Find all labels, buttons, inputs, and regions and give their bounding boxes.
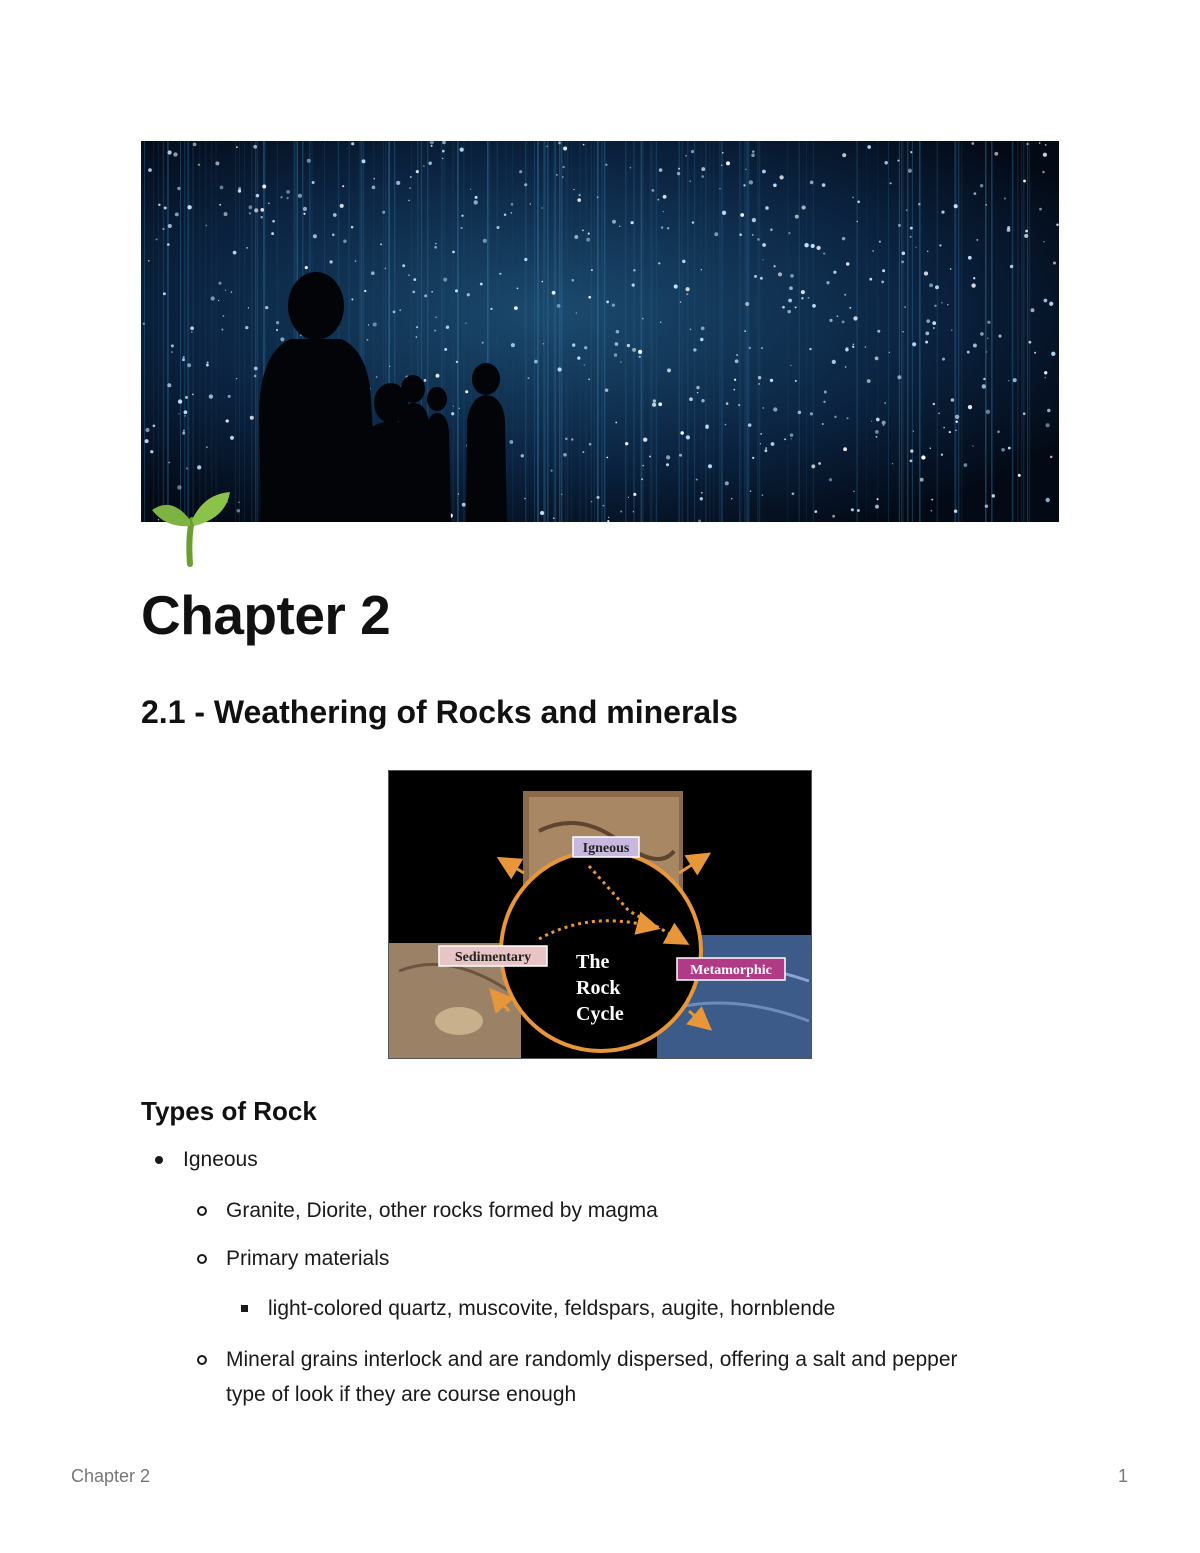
page-number: 1: [1118, 1466, 1129, 1486]
cycle-title-line-2: Rock: [576, 977, 621, 999]
starry-lights-cover-image: [141, 141, 1059, 522]
list-item: Primary materials: [226, 1247, 390, 1270]
cover-image: [141, 141, 1059, 522]
list-bullet: [197, 1206, 207, 1216]
list-bullet: [197, 1355, 207, 1365]
metamorphic-label: Metamorphic: [690, 963, 772, 978]
list-item: Granite, Diorite, other rocks formed by magma: [226, 1199, 658, 1222]
list-bullet: [197, 1254, 207, 1264]
list-item: light-colored quartz, muscovite, feldspars, augite, hornblende: [268, 1297, 836, 1320]
sedimentary-label: Sedimentary: [454, 950, 532, 965]
page-title: Chapter 2: [141, 584, 391, 646]
list-item-continuation: type of look if they are course enough: [226, 1383, 577, 1406]
types-heading: Types of Rock: [141, 1096, 317, 1126]
footer-title: Chapter 2: [71, 1466, 151, 1486]
rock-cycle-figure: [388, 770, 812, 1059]
list-bullet: [155, 1156, 163, 1164]
cycle-title-line-1: The: [576, 951, 610, 973]
seedling-icon: [146, 488, 234, 568]
list-item: Igneous: [183, 1148, 258, 1171]
igneous-label: Igneous: [582, 841, 630, 856]
cycle-title-line-3: Cycle: [576, 1003, 624, 1025]
list-item: Mineral grains interlock and are randomly dispersed, offering a salt and pepper: [226, 1348, 958, 1371]
list-bullet: [241, 1305, 248, 1312]
section-heading: 2.1 - Weathering of Rocks and minerals: [141, 694, 738, 730]
